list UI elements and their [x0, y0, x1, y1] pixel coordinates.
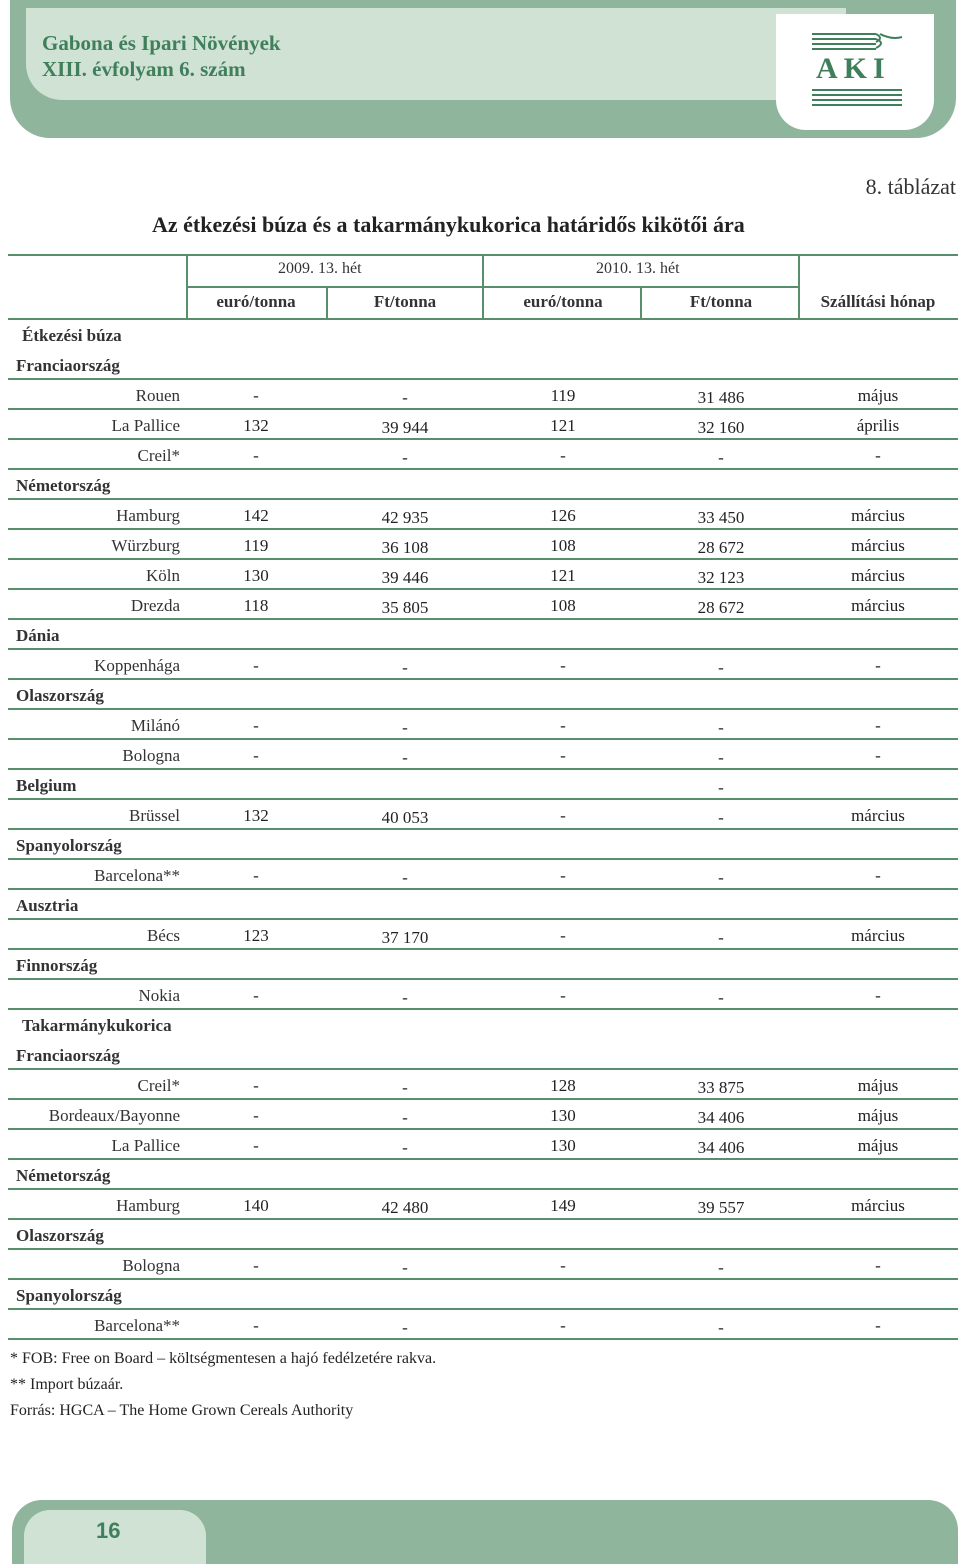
table-row [8, 860, 958, 890]
table-cell: 123 [243, 926, 269, 945]
table-cell: 35 805 [381, 598, 429, 617]
table-row [8, 560, 958, 590]
table-cell: 37 170 [381, 928, 429, 947]
table-cell: - [253, 1316, 259, 1335]
country-row [8, 350, 958, 380]
table-row [8, 1190, 958, 1220]
table-cell: - [402, 1138, 408, 1157]
port-label: Köln [146, 566, 180, 585]
table-cell: március [851, 596, 905, 615]
table-cell: - [402, 868, 408, 887]
table-cell: 40 053 [381, 808, 429, 827]
table-row [8, 590, 958, 620]
table-cell: 149 [550, 1196, 576, 1215]
port-label: Würzburg [111, 536, 180, 555]
country-row [8, 890, 958, 920]
col-header-huf-2010: Ft/tonna [689, 292, 753, 311]
table-cell: 121 [550, 566, 576, 585]
col-header-huf-2009: Ft/tonna [373, 292, 437, 311]
year-rule [186, 286, 482, 288]
table-row [8, 980, 958, 1010]
port-label: Barcelona** [94, 1316, 180, 1335]
country-label: Olaszország [16, 1226, 104, 1245]
country-row [8, 1040, 958, 1070]
table-row [8, 380, 958, 410]
table-cell: - [402, 1078, 408, 1097]
table-cell: 42 480 [381, 1198, 429, 1217]
port-label: Brüssel [129, 806, 180, 825]
table-cell: 119 [550, 386, 576, 405]
table-cell: - [253, 1076, 259, 1095]
section-row [8, 1010, 958, 1040]
table-cell: 33 450 [697, 508, 745, 527]
table-cell: 33 875 [697, 1078, 745, 1097]
table-cell: 39 944 [381, 418, 429, 437]
table-cell: 132 [243, 806, 269, 825]
footnote-import: ** Import búzaár. [10, 1376, 124, 1393]
column-divider [798, 254, 800, 318]
col-header-eur-2009: euró/tonna [216, 292, 296, 311]
table-cell: - [402, 718, 408, 737]
table-row [8, 500, 958, 530]
country-label: Spanyolország [16, 1286, 122, 1305]
table-cell: 130 [243, 566, 269, 585]
country-row [8, 1220, 958, 1250]
table-cell: május [857, 1136, 899, 1155]
table-cell: - [718, 718, 724, 737]
table-cell: március [851, 506, 905, 525]
table-cell: március [851, 1196, 905, 1215]
table-row [8, 920, 958, 950]
country-label: Spanyolország [16, 836, 122, 855]
table-cell: április [856, 416, 900, 435]
port-label: Creil* [137, 1076, 180, 1095]
table-cell: - [560, 806, 566, 825]
table-cell: 140 [243, 1196, 269, 1215]
table-cell: - [402, 658, 408, 677]
row-rule [8, 1338, 958, 1340]
table-row [8, 740, 958, 770]
country-row [8, 950, 958, 980]
port-label: Hamburg [116, 1196, 180, 1215]
table-cell: - [253, 716, 259, 735]
journal-name: Gabona és Ipari Növények [42, 31, 281, 55]
table-cell: - [560, 716, 566, 735]
table-cell: - [402, 1258, 408, 1277]
table-cell: - [402, 388, 408, 407]
table-row [8, 800, 958, 830]
table-cell: - [560, 926, 566, 945]
table-cell: - [560, 746, 566, 765]
section-label: Takarmánykukorica [22, 1016, 172, 1035]
country-row [8, 680, 958, 710]
port-label: Bécs [146, 926, 180, 945]
table-cell: - [560, 986, 566, 1005]
table-row [8, 1070, 958, 1100]
table-cell: 34 406 [697, 1138, 745, 1157]
logo-text: AKI [816, 52, 891, 85]
table-row [8, 1250, 958, 1280]
table-cell: 108 [550, 596, 576, 615]
table-cell: - [875, 986, 881, 1005]
col-header-eur-2010: euró/tonna [523, 292, 603, 311]
port-label: Creil* [137, 446, 180, 465]
table-row [8, 440, 958, 470]
table-cell: - [402, 988, 408, 1007]
footnote-fob: * FOB: Free on Board – költségmentesen a hajó fedélzetére rakva. [10, 1350, 437, 1367]
footnotes [10, 1346, 436, 1424]
table-cell: - [253, 386, 259, 405]
table-cell: 128 [550, 1076, 576, 1095]
table-cell: - [560, 656, 566, 675]
port-label: Hamburg [116, 506, 180, 525]
country-label: Belgium [16, 776, 77, 795]
table-cell: - [875, 716, 881, 735]
table-cell: 126 [550, 506, 576, 525]
table-cell: - [718, 808, 724, 827]
table-cell: 34 406 [697, 1108, 745, 1127]
table-number: 8. táblázat [865, 174, 956, 199]
table-cell: - [402, 1108, 408, 1127]
country-row [8, 770, 958, 800]
country-label: Németország [16, 476, 111, 495]
country-row [8, 1160, 958, 1190]
table-row [8, 1100, 958, 1130]
col-header-delivery-month: Szállítási hónap [820, 292, 936, 311]
journal-title [42, 30, 281, 82]
table-cell: - [253, 1136, 259, 1155]
table-cell: március [851, 806, 905, 825]
country-row [8, 620, 958, 650]
table-cell: - [402, 448, 408, 467]
country-row [8, 1280, 958, 1310]
port-label: La Pallice [111, 1136, 180, 1155]
table-cell: 142 [243, 506, 269, 525]
year-rule [482, 286, 798, 288]
table-cell: - [875, 656, 881, 675]
table-cell: március [851, 566, 905, 585]
country-label: Olaszország [16, 686, 104, 705]
table-cell: - [718, 658, 724, 677]
table-cell: 118 [243, 596, 269, 615]
table-cell: - [875, 446, 881, 465]
table-cell: - [560, 446, 566, 465]
table-cell: - [253, 1106, 259, 1125]
table-row [8, 1130, 958, 1160]
table-cell: május [857, 1076, 899, 1095]
port-label: Nokia [138, 986, 180, 1005]
section-row [8, 320, 958, 350]
country-label: Franciaország [16, 1046, 120, 1065]
table-row [8, 710, 958, 740]
country-label: Finnország [16, 956, 98, 975]
port-label: Bologna [122, 1256, 180, 1275]
table-cell: 42 935 [381, 508, 429, 527]
table-cell: - [718, 1258, 724, 1277]
table-cell: 28 672 [697, 598, 745, 617]
table-cell: - [560, 866, 566, 885]
table-cell: - [253, 986, 259, 1005]
table-cell: - [718, 868, 724, 887]
section-label: Étkezési búza [22, 326, 122, 345]
country-label: Ausztria [16, 896, 79, 915]
port-label: Rouen [135, 386, 180, 405]
table-cell: március [851, 536, 905, 555]
country-label: Franciaország [16, 356, 120, 375]
port-label: Drezda [130, 596, 180, 615]
table-cell: 31 486 [697, 388, 745, 407]
port-label: Koppenhága [94, 656, 180, 675]
table-cell: - [253, 746, 259, 765]
table-cell: - [560, 1316, 566, 1335]
column-divider [640, 286, 642, 318]
table-cell: 132 [243, 416, 269, 435]
table-cell: 32 160 [697, 418, 745, 437]
table-cell: - [875, 746, 881, 765]
table-cell: március [851, 926, 905, 945]
table-cell: - [718, 928, 724, 947]
table-cell: 39 557 [697, 1198, 745, 1217]
table-cell: - [875, 866, 881, 885]
table-cell: 36 108 [381, 538, 429, 557]
table-cell: május [857, 386, 899, 405]
table-cell: - [875, 1256, 881, 1275]
year-2009-header: 2009. 13. hét [278, 260, 362, 277]
table-cell: 130 [550, 1106, 576, 1125]
page-number: 16 [96, 1518, 121, 1543]
country-row [8, 470, 958, 500]
table-cell: 108 [550, 536, 576, 555]
footnote-source: Forrás: HGCA – The Home Grown Cereals Authority [10, 1402, 354, 1419]
table-cell: - [253, 446, 259, 465]
table-row [8, 530, 958, 560]
table-cell: - [560, 1256, 566, 1275]
table-cell: - [253, 866, 259, 885]
journal-issue: XIII. évfolyam 6. szám [42, 57, 246, 81]
table-cell: - [718, 748, 724, 767]
country-label: Németország [16, 1166, 111, 1185]
table-cell: - [402, 748, 408, 767]
column-divider [326, 286, 328, 318]
table-cell: - [718, 778, 724, 797]
table-cell: 121 [550, 416, 576, 435]
table-cell: - [875, 1316, 881, 1335]
port-label: Bordeaux/Bayonne [48, 1106, 180, 1125]
country-row [8, 830, 958, 860]
table-row [8, 1310, 958, 1340]
table-title: Az étkezési búza és a takarmánykukorica határidős kikötői ára [152, 212, 745, 237]
table-cell: - [718, 988, 724, 1007]
table-cell: - [718, 448, 724, 467]
table-cell: 39 446 [381, 568, 429, 587]
table-row [8, 410, 958, 440]
country-label: Dánia [16, 626, 60, 645]
table-cell: - [402, 1318, 408, 1337]
port-label: Milánó [130, 716, 180, 735]
table-cell: - [253, 1256, 259, 1275]
table-cell: - [718, 1318, 724, 1337]
table-cell: 32 123 [697, 568, 745, 587]
table-cell: 28 672 [697, 538, 745, 557]
table-cell: - [253, 656, 259, 675]
port-label: Barcelona** [94, 866, 180, 885]
table-row [8, 650, 958, 680]
table-cell: 130 [550, 1136, 576, 1155]
port-label: Bologna [122, 746, 180, 765]
table-cell: május [857, 1106, 899, 1125]
port-label: La Pallice [111, 416, 180, 435]
table-cell: 119 [243, 536, 269, 555]
year-2010-header: 2010. 13. hét [596, 260, 680, 277]
